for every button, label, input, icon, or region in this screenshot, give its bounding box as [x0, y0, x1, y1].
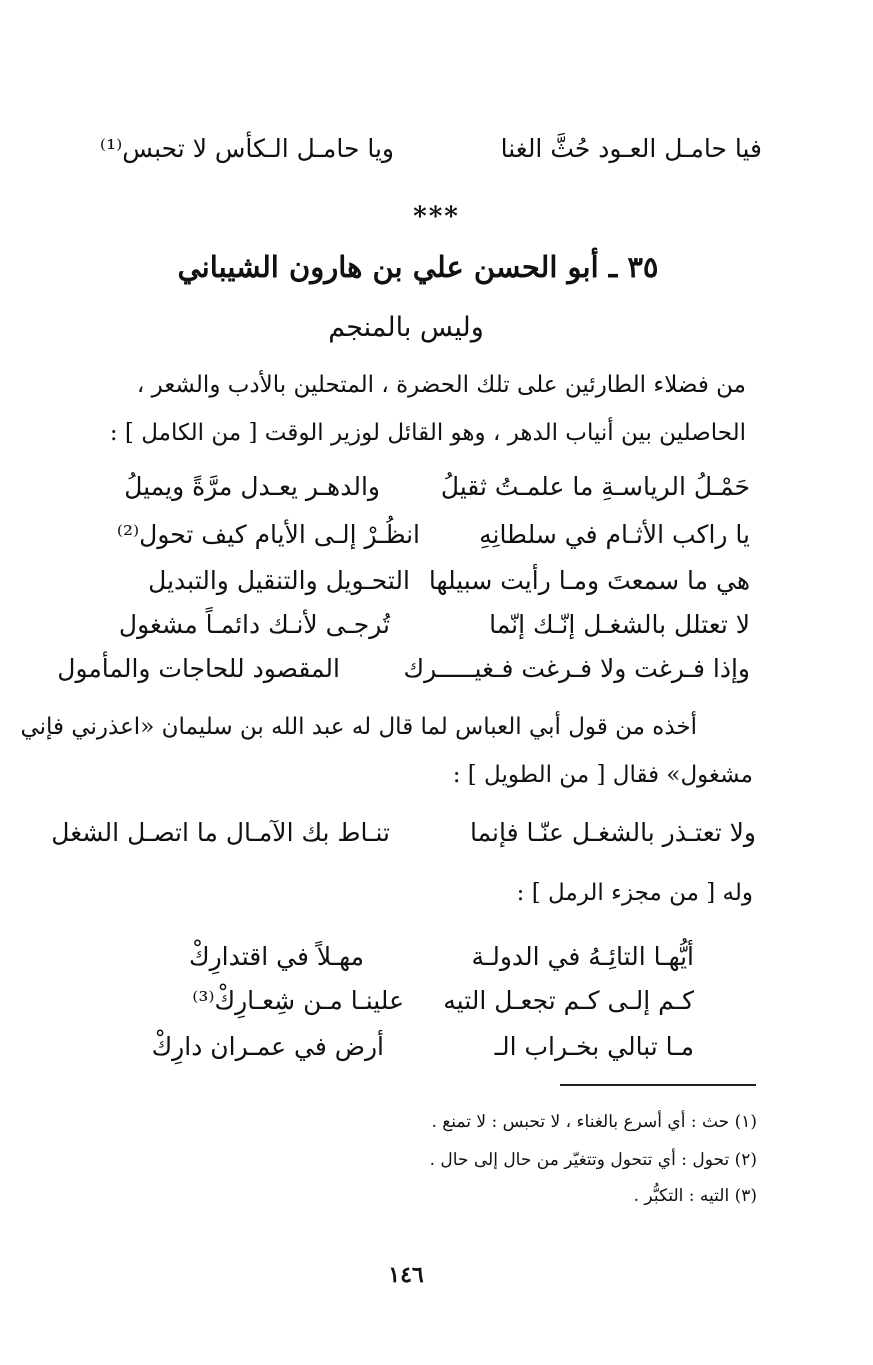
top-verse-second-hemistich: ويا حامـل الـكأس لا تحبس⁽¹⁾ — [99, 134, 394, 163]
intro-line-1: من فضلاء الطارئين على تلك الحضرة ، المتحلين بالأدب والشعر ، — [136, 372, 746, 398]
top-verse — [40, 134, 762, 174]
hemistich-first: لا تعتلل بالشغـل إنّـك إنّما — [489, 610, 750, 639]
poem-1-verse — [30, 566, 750, 606]
meter-note: وله [ من مجزء الرمل ] : — [516, 880, 753, 906]
hemistich-second: مهـلاً في اقتدارِكْ — [188, 942, 364, 971]
intro-line-2: الحاصلين بين أنياب الدهر ، وهو القائل لوزير الوقت [ من الكامل ] : — [109, 420, 746, 446]
verse-2 — [40, 818, 756, 858]
poem-2-verse — [100, 986, 694, 1026]
poem-1-verse — [30, 472, 750, 512]
hemistich-first: ولا تعتـذر بالشغـل عنّـا فإنما — [469, 818, 756, 847]
page-number: ١٤٦ — [388, 1262, 424, 1288]
poem-2-verse — [100, 942, 694, 982]
hemistich-first: يا راكب الأثـام في سلطانِهِ — [479, 520, 750, 549]
footnote-3: (٣) التيه : التكبُّر . — [633, 1186, 757, 1206]
hemistich-second: والدهـر يعـدل مرَّةً ويميلُ — [124, 472, 380, 501]
entry-title: ٣٥ ـ أبو الحسن علي بن هارون الشيباني — [177, 250, 659, 284]
footnote-divider — [560, 1084, 756, 1086]
hemistich-first: كـم إلـى كـم تجعـل التيه — [443, 986, 694, 1015]
hemistich-first: مـا تبالي بخـراب الـ — [494, 1032, 694, 1061]
hemistich-second: التحـويل والتنقيل والتبديل — [148, 566, 410, 595]
hemistich-first: حَمْـلُ الرياسـةِ ما علمـتُ ثقيلُ — [440, 472, 750, 501]
footnote-2: (٢) تحول : أي تتحول وتتغيّر من حال إلى حال . — [429, 1150, 757, 1170]
hemistich-second: علينـا مـن شِعـارِكْ⁽³⁾ — [192, 986, 404, 1015]
footnote-1: (١) حث : أي أسرع بالغناء ، لا تحبس : لا تمنع . — [431, 1112, 757, 1132]
comment-line-1: أخذه من قول أبي العباس لما قال له عبد الله بن سليمان «اعذرني فإني — [20, 714, 697, 740]
hemistich-first: أيُّهـا التائِـهُ في الدولـة — [471, 942, 694, 971]
entry-subtitle: وليس بالمنجم — [328, 312, 484, 343]
hemistich-second: تنـاط بك الآمـال ما اتصـل الشغل — [51, 818, 390, 847]
hemistich-second: أرض في عمـران دارِكْ — [151, 1032, 384, 1061]
poem-1-verse — [30, 610, 750, 650]
hemistich-second: المقصود للحاجات والمأمول — [57, 654, 340, 683]
poem-1-verse — [30, 654, 750, 694]
hemistich-second: تُرجـى لأنـك دائمـاً مشغول — [118, 610, 390, 639]
section-separator: *** — [413, 202, 460, 232]
hemistich-second: انظُـرْ إلـى الأيام كيف تحول⁽²⁾ — [116, 520, 420, 549]
top-verse-first-hemistich: فيا حامـل العـود حُثَّ الغنا — [500, 134, 762, 163]
poem-2-verse — [100, 1032, 694, 1072]
poem-1-verse — [30, 520, 750, 560]
comment-line-2: مشغول» فقال [ من الطويل ] : — [452, 762, 753, 788]
hemistich-first: وإذا فـرغت ولا فـرغت فـغيـــــرك — [403, 654, 750, 683]
hemistich-first: هي ما سمعتَ ومـا رأيت سبيلها — [428, 566, 750, 595]
